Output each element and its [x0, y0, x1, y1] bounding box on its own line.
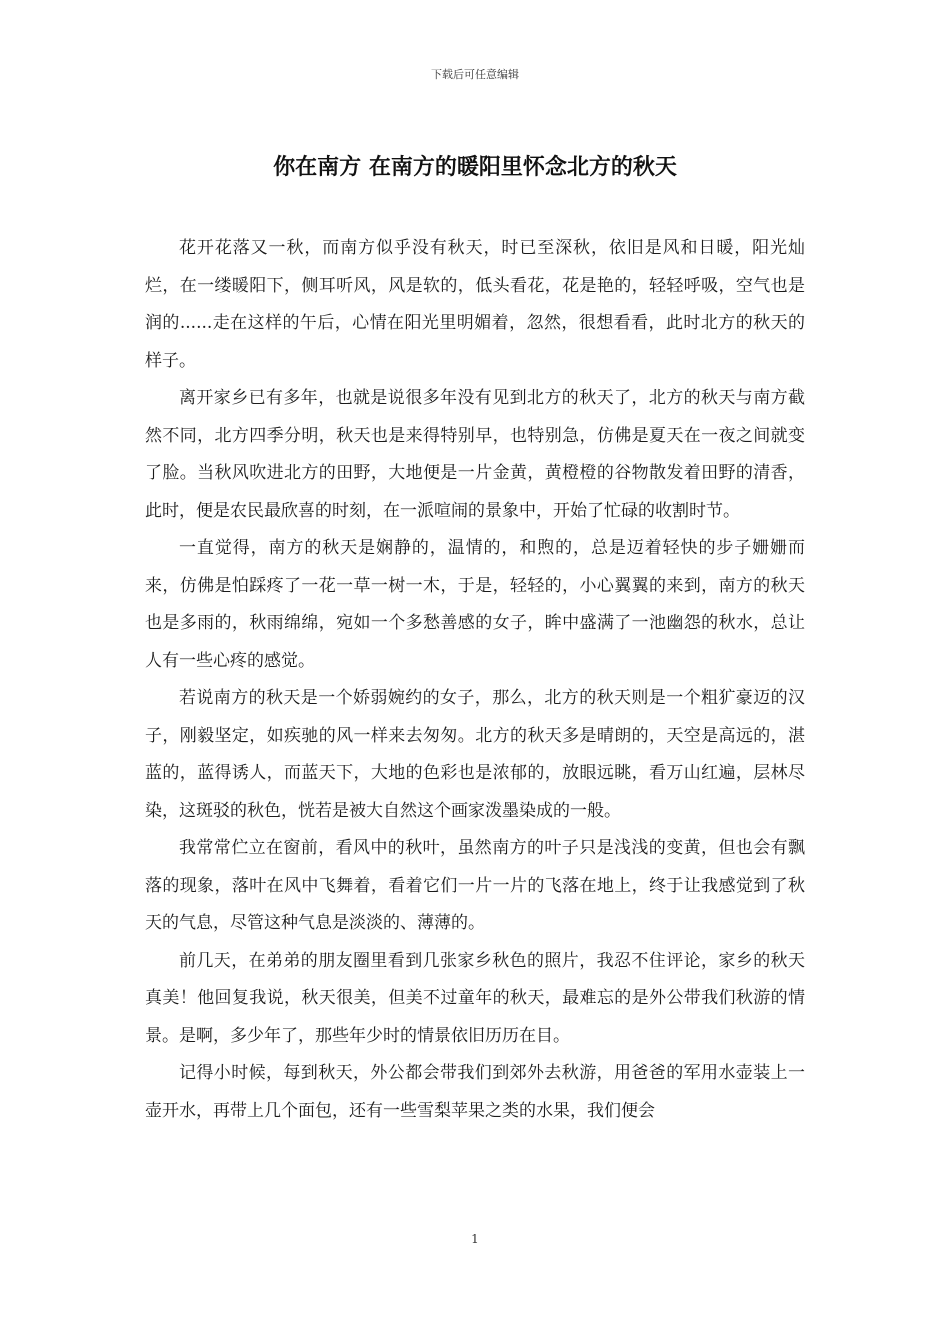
paragraph-4: 若说南方的秋天是一个娇弱婉约的女子，那么，北方的秋天则是一个粗犷豪迈的汉子，刚毅坚定，如疾驰的风一样来去匆匆。北方的秋天多是晴朗的，天空是高远的，湛蓝的，蓝得诱人，而蓝天下，大地的色彩也是浓郁的，放眼远眺，看万山红遍，层林尽染，这斑驳的秋色，恍若是被大自然这个画家泼墨染成的一般。 [145, 688, 805, 821]
paragraph-7: 记得小时候，每到秋天，外公都会带我们到郊外去秋游，用爸爸的军用水壶装上一壶开水，再带上几个面包，还有一些雪梨苹果之类的水果，我们便会 [145, 1063, 805, 1121]
paragraph-6: 前几天，在弟弟的朋友圈里看到几张家乡秋色的照片，我忍不住评论，家乡的秋天真美！他回复我说，秋天很美，但美不过童年的秋天，最难忘的是外公带我们秋游的情景。是啊，多少年了，那些年少时的情景依旧历历在目。 [145, 950, 805, 1046]
page-title: 你在南方 在南方的暖阳里怀念北方的秋天 [273, 155, 677, 180]
paragraph-1: 花开花落又一秋，而南方似乎没有秋天，时已至深秋，依旧是风和日暖，阳光灿烂，在一缕暖阳下，侧耳听风，风是软的，低头看花，花是艳的，轻轻呼吸，空气也是润的......走在这样的午后，心情在阳光里明媚着，忽然，很想看看，此时北方的秋天的样子。 [145, 238, 805, 371]
header-note: 下载后可任意编辑 [431, 68, 519, 81]
page-number: 1 [471, 1232, 479, 1246]
paragraph-2: 离开家乡已有多年，也就是说很多年没有见到北方的秋天了，北方的秋天与南方截然不同，北方四季分明，秋天也是来得特别早，也特别急，仿佛是夏天在一夜之间就变了脸。当秋风吹进北方的田野，大地便是一片金黄，黄橙橙的谷物散发着田野的清香，此时，便是农民最欣喜的时刻，在一派喧闹的景象中，开始了忙碌的收割时节。 [145, 388, 805, 521]
paragraph-5: 我常常伫立在窗前，看风中的秋叶，虽然南方的叶子只是浅浅的变黄，但也会有飘落的现象，落叶在风中飞舞着，看着它们一片一片的飞落在地上，终于让我感觉到了秋天的气息，尽管这种气息是淡淡的、薄薄的。 [145, 838, 805, 933]
paragraph-3: 一直觉得，南方的秋天是娴静的，温情的，和煦的，总是迈着轻快的步子姗姗而来，仿佛是怕踩疼了一花一草一树一木，于是，轻轻的，小心翼翼的来到，南方的秋天也是多雨的，秋雨绵绵，宛如一个多愁善感的女子，眸中盛满了一池幽怨的秋水，总让人有一些心疼的感觉。 [145, 538, 805, 671]
document-body [145, 230, 805, 1130]
